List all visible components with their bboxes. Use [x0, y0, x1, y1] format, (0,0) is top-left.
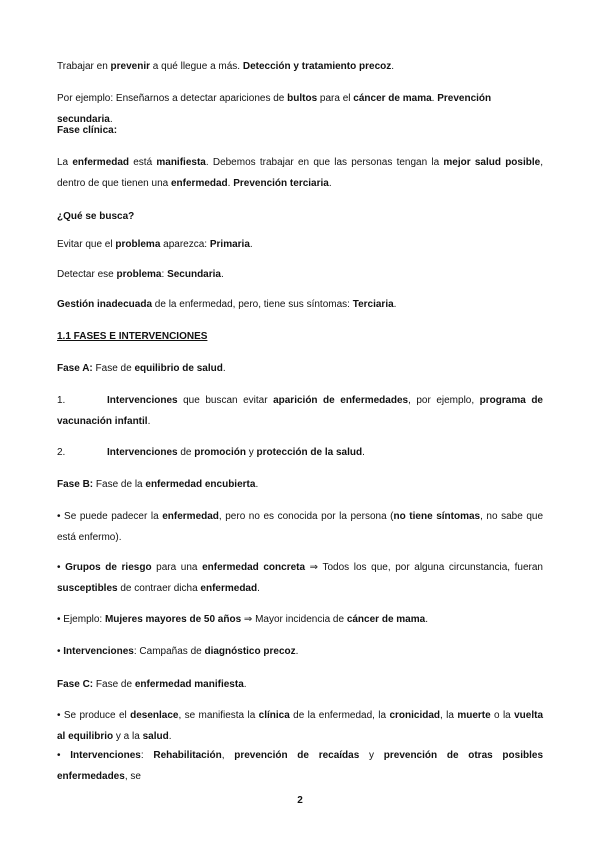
bold-text: manifiesta: [156, 157, 206, 168]
text: de contraer dicha: [117, 583, 201, 594]
bold-text: Gestión inadecuada: [57, 299, 153, 310]
text: .: [425, 614, 428, 625]
text: , la: [440, 710, 458, 721]
bold-text: Terciaria: [352, 299, 394, 310]
list-number: 2.: [57, 447, 66, 458]
bold-text: salud: [142, 731, 169, 742]
text: .: [391, 61, 395, 72]
text: .: [147, 416, 151, 427]
text: .: [109, 114, 113, 125]
bold-text: Grupos de riesgo: [65, 562, 152, 573]
bold-text: enfermedad encubierta: [145, 479, 256, 490]
text: ⇒ Mayor incidencia de: [241, 614, 347, 625]
text: y a la: [113, 731, 143, 742]
bold-text: Intervenciones: [63, 646, 134, 657]
bold-text: Intervenciones: [107, 395, 178, 406]
section-heading-fases-intervenciones: [57, 326, 543, 347]
list-item-1: [57, 390, 543, 432]
paragraph-fase-b: [57, 474, 543, 495]
bold-text: Fase A:: [57, 363, 93, 374]
bold-text: Fase C:: [57, 679, 94, 690]
text: para una: [151, 562, 203, 573]
bold-text: problema: [116, 269, 162, 280]
bold-text: protección de la salud: [256, 447, 363, 458]
text: :: [161, 269, 168, 280]
text: , no sabe que está enfermo).: [57, 511, 544, 543]
bold-text: no tiene síntomas: [393, 511, 481, 522]
bold-text: Prevención secundaria: [57, 93, 492, 125]
bullet-intervenciones-rehabilitacion: [57, 745, 543, 787]
text: y: [245, 447, 257, 458]
text: , por ejemplo,: [408, 395, 480, 406]
text: .: [257, 583, 260, 594]
text: .: [431, 93, 438, 104]
bullet-desenlace: [57, 705, 543, 747]
text: ⇒ Todos los que, por alguna circunstancia, fueran: [305, 562, 543, 573]
text: Detectar ese: [57, 269, 117, 280]
text: y: [359, 750, 384, 761]
bold-text: prevenir: [110, 61, 151, 72]
text: .: [295, 646, 299, 657]
list-number: 1.: [57, 395, 66, 406]
bold-text: cáncer de mama: [353, 93, 432, 104]
text: .: [362, 447, 365, 458]
text: Evitar que el: [57, 239, 116, 250]
text: , dentro de que tienen una: [57, 157, 543, 189]
text: de: [177, 447, 195, 458]
bullet-no-sintomas: [57, 506, 543, 548]
text: ,: [221, 750, 235, 761]
text: La: [57, 157, 73, 168]
text: para el: [317, 93, 354, 104]
bold-text: Detección y tratamiento precoz: [242, 61, 392, 72]
bold-text: promoción: [194, 447, 246, 458]
bold-text: cáncer de mama: [346, 614, 426, 625]
bold-text: enfermedad concreta: [202, 562, 306, 573]
heading-que-se-busca: [57, 206, 543, 227]
bold-text: enfermedad: [200, 583, 258, 594]
text: Fase de la: [93, 479, 146, 490]
text: Fase de: [92, 363, 135, 374]
text: Trabajar en: [57, 61, 111, 72]
text: aparezca:: [160, 239, 210, 250]
bold-text: problema: [115, 239, 161, 250]
paragraph-enfermedad-manifiesta: [57, 152, 543, 194]
bold-text: enfermedad manifiesta: [134, 679, 244, 690]
bold-text: cronicidad: [389, 710, 441, 721]
text: • Se puede padecer la: [57, 511, 163, 522]
bold-text: bultos: [287, 93, 318, 104]
text: que buscan evitar: [177, 395, 274, 406]
text: .: [222, 363, 226, 374]
text: , se manifiesta la: [178, 710, 259, 721]
bullet-intervenciones-diagnostico: [57, 641, 543, 662]
bold-text: desenlace: [130, 710, 179, 721]
text: .: [255, 479, 259, 490]
text: •: [57, 562, 66, 573]
text: : Campañas de: [133, 646, 205, 657]
bold-text: vuelta al equilibrio: [57, 710, 544, 742]
bold-text: susceptibles: [57, 583, 118, 594]
bold-text: equilibrio de salud: [134, 363, 223, 374]
text: .: [168, 731, 172, 742]
bold-text: ¿Qué se busca?: [57, 211, 135, 222]
text: de la enfermedad, pero, tiene sus síntomas:: [152, 299, 353, 310]
text: o la: [490, 710, 515, 721]
paragraph-primaria: [57, 234, 543, 255]
bold-text: enfermedad: [170, 178, 228, 189]
text: está: [129, 157, 157, 168]
list-item-2: [57, 442, 543, 463]
text: .: [220, 269, 224, 280]
bold-text: prevención de recaídas: [234, 750, 360, 761]
bold-text: programa de vacunación infantil: [57, 395, 543, 427]
bold-text: mejor salud posible: [443, 157, 541, 168]
bullet-ejemplo-mujeres: [57, 609, 543, 630]
text: Por ejemplo: Enseñarnos a detectar apariciones de: [57, 93, 288, 104]
text: •: [57, 646, 64, 657]
text: a qué llegue a más.: [150, 61, 243, 72]
paragraph-fase-a: [57, 358, 543, 379]
heading-fase-clinica: [57, 120, 543, 141]
text: .: [328, 178, 332, 189]
text: .: [393, 299, 397, 310]
text: de la enfermedad, la: [289, 710, 390, 721]
text: :: [140, 750, 154, 761]
text: . Debemos trabajar en que las personas tengan la: [205, 157, 444, 168]
bold-text: muerte: [457, 710, 491, 721]
text: .: [249, 239, 253, 250]
text: , pero no es conocida por la persona (: [218, 511, 394, 522]
bold-text: Intervenciones: [107, 447, 178, 458]
page-number: 2: [297, 795, 303, 806]
paragraph-terciaria: [57, 294, 543, 315]
bold-text: clínica: [258, 710, 290, 721]
paragraph-secundaria: [57, 264, 543, 285]
text: •: [57, 750, 71, 761]
bold-text: prevención de otras posibles enfermedades: [57, 750, 543, 782]
text: • Ejemplo:: [57, 614, 105, 625]
paragraph-prevencion-secundaria-intro: [57, 56, 543, 77]
text: Fase de: [93, 679, 135, 690]
bullet-grupos-riesgo: [57, 557, 543, 599]
bold-text: enfermedad: [162, 511, 219, 522]
text: .: [227, 178, 234, 189]
text: , se: [124, 771, 141, 782]
bold-text: Rehabilitación: [153, 750, 222, 761]
bold-text: diagnóstico precoz: [204, 646, 296, 657]
bold-text: Prevención terciaria: [233, 178, 329, 189]
bold-text: Mujeres mayores de 50 años: [104, 614, 242, 625]
bold-text: Primaria: [209, 239, 250, 250]
bold-text: Secundaria: [167, 269, 221, 280]
bold-text: Intervenciones: [70, 750, 141, 761]
paragraph-fase-c: [57, 674, 543, 695]
bold-text: 1.1 FASES E INTERVENCIONES: [57, 331, 208, 342]
bold-text: enfermedad: [72, 157, 130, 168]
text: • Se produce el: [57, 710, 131, 721]
bold-text: aparición de enfermedades: [273, 395, 409, 406]
bold-text: Fase B:: [57, 479, 94, 490]
text: .: [243, 679, 247, 690]
bold-text: Fase clínica:: [57, 125, 118, 136]
